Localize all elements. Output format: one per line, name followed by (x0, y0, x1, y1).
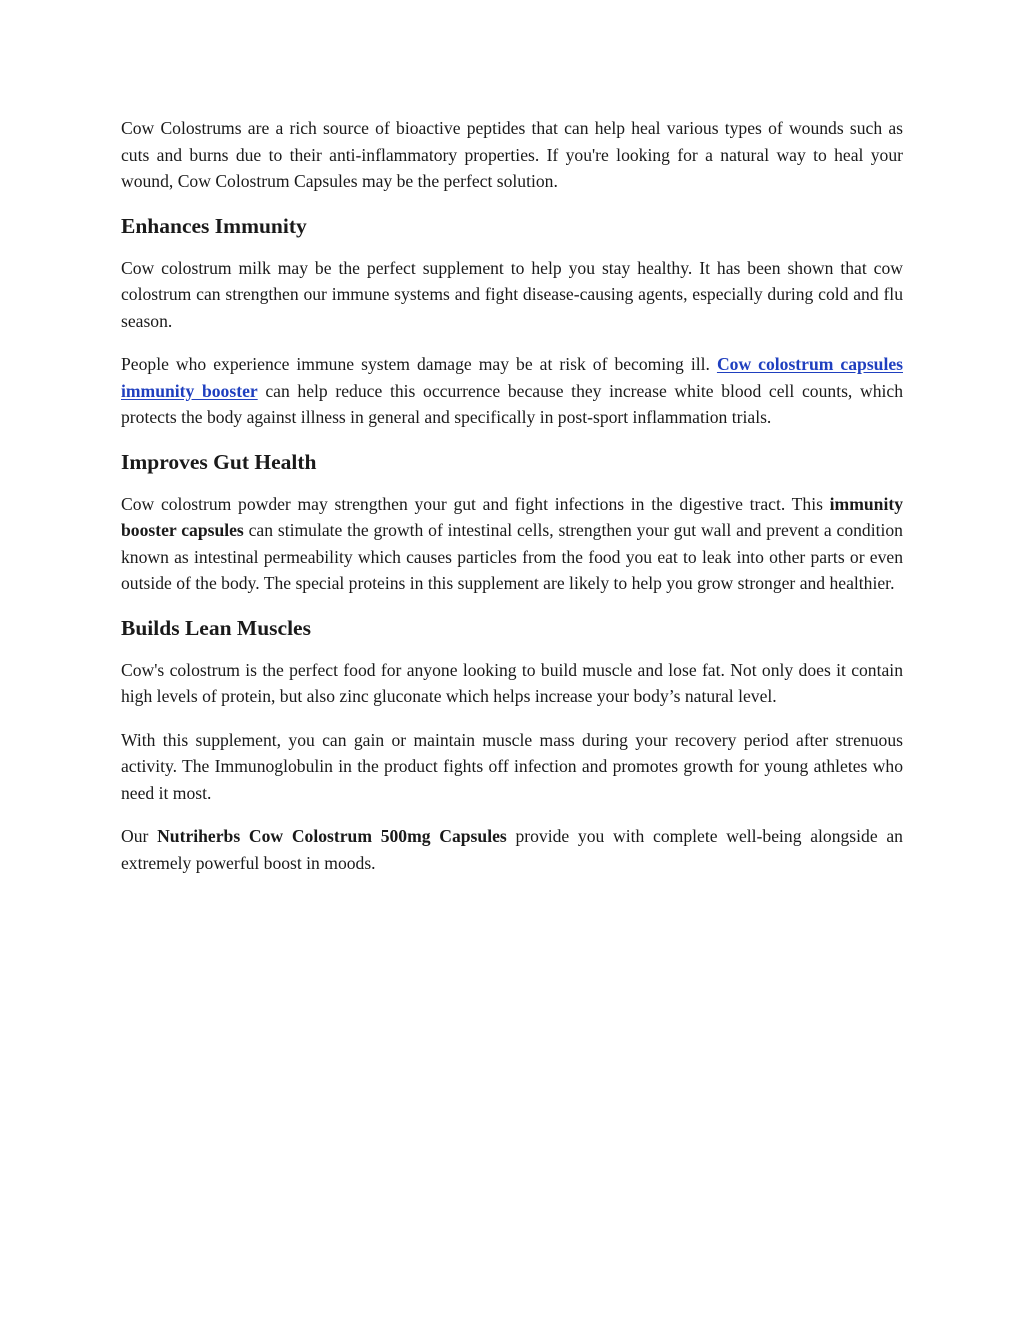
muscles-paragraph-1: Cow's colostrum is the perfect food for anyone looking to build muscle and lose fat. Not only does it contain high levels of protein, but also zinc gluconate which helps increase your body’s natural level. (121, 659, 903, 706)
gut-health-paragraph (121, 491, 903, 597)
immunity-paragraph-1: Cow colostrum milk may be the perfect supplement to help you stay healthy. It has been shown that cow colostrum can strengthen our immune systems and fight disease-causing agents, especially during cold and flu season. (121, 257, 903, 331)
immunity-paragraph-2-start: People who experience immune system damage may be at risk of becoming ill. (121, 354, 717, 374)
cow-colostrum-capsules-link[interactable]: Cow colostrum capsules immunity booster (121, 354, 903, 401)
muscles-paragraph-2: With this supplement, you can gain or maintain muscle mass during your recovery period after strenuous activity. The Immunoglobulin in the product fights off infection and promotes growth for young athletes who need it most. (121, 729, 903, 803)
muscles-paragraph-3-start: Our (121, 826, 158, 846)
immunity-paragraph-2 (121, 351, 903, 431)
muscles-paragraph-3-end: provide you with complete well-being alongside an extremely powerful boost in moods. (121, 826, 903, 873)
heading-builds-lean-muscles: Builds Lean Muscles (121, 615, 311, 640)
gut-paragraph-start: Cow colostrum powder may strengthen your gut and fight infections in the digestive tract. This (121, 493, 830, 514)
product-name-bold: Nutriherbs Cow Colostrum 500mg Capsules (157, 826, 507, 846)
heading-enhances-immunity: Enhances Immunity (121, 213, 307, 238)
immunity-paragraph-2-end: can help reduce this occurrence because they increase white blood cell counts, which protects the body against illness in general and specifically in post-sport inflammation trials. (121, 380, 903, 427)
heading-improves-gut-health: Improves Gut Health (121, 449, 317, 474)
intro-paragraph: Cow Colostrums are a rich source of bioactive peptides that can help heal various types of wounds such as cuts and burns due to their anti-inflammatory properties. If you're looking for a natural way to heal your wound, Cow Colostrum Capsules may be the perfect solution. (121, 118, 903, 191)
immunity-booster-capsules-bold: immunity booster capsules (121, 493, 903, 540)
document-page (121, 115, 903, 893)
gut-paragraph-end: can stimulate the growth of intestinal cells, strengthen your gut wall and prevent a condition known as intestinal permeability which causes particles from the food you eat to leak into other parts or even outside of the body. The special proteins in this supplement are likely to help you grow stronger and healthier. (121, 520, 903, 593)
muscles-paragraph-3 (121, 823, 903, 876)
